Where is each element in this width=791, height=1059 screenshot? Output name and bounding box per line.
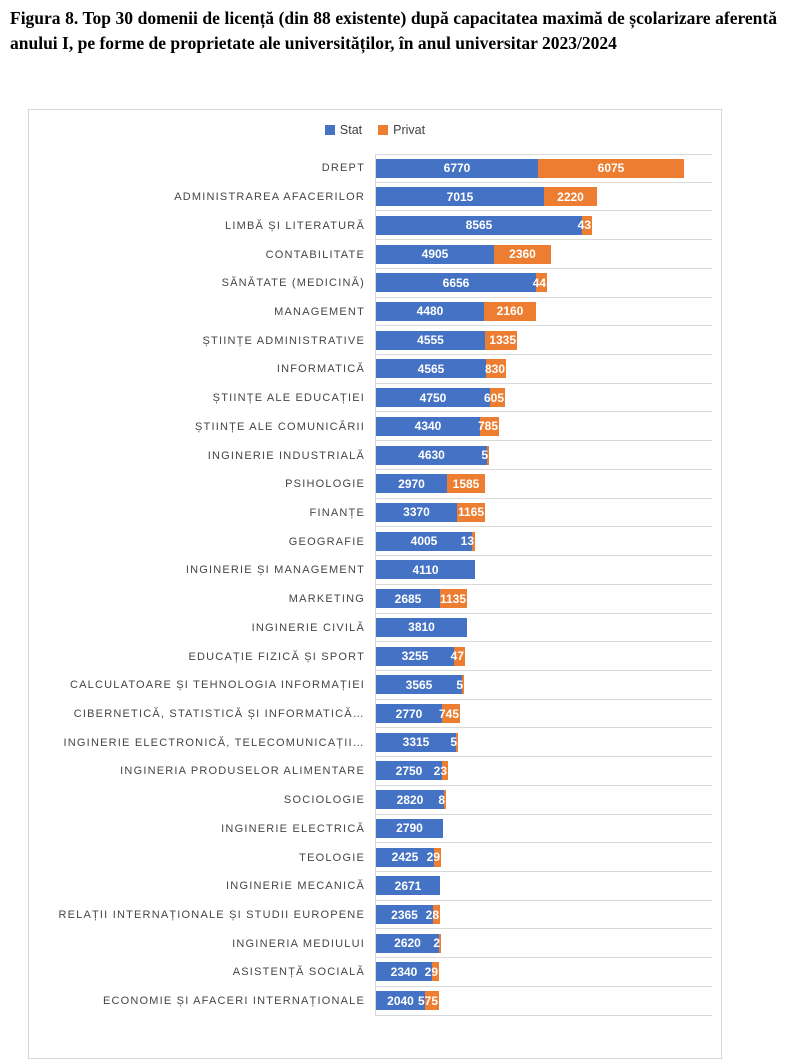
category-label: PSIHOLOGIE [285, 478, 365, 491]
row-plot [375, 757, 712, 786]
bar-segment-stat [376, 819, 443, 838]
value-label-stat: 2820 [396, 792, 424, 807]
bar-segment-privat [532, 273, 547, 292]
bar-segment-stat [376, 962, 432, 981]
category-label: MANAGEMENT [274, 305, 365, 318]
chart-row [29, 499, 721, 528]
stacked-bar [376, 245, 551, 264]
legend-swatch-stat [325, 125, 335, 135]
row-plot [375, 269, 712, 298]
bar-segment-stat [376, 647, 454, 666]
row-plot [375, 470, 712, 499]
bar-segment-stat [376, 302, 484, 321]
bar-segment-stat [376, 675, 462, 694]
chart-legend [29, 123, 721, 137]
category-label: ADMINISTRAREA AFACERILOR [174, 191, 365, 204]
stacked-bar [376, 790, 446, 809]
chart-row [29, 183, 721, 212]
bar-segment-stat [376, 273, 536, 292]
bar-segment-privat [486, 359, 506, 378]
bar-segment-privat [433, 761, 448, 780]
bar-segment-stat [376, 417, 480, 436]
value-label-privat: 29 [426, 850, 440, 865]
chart-row [29, 269, 721, 298]
bar-segment-stat [376, 245, 494, 264]
category-label: DREPT [321, 162, 365, 175]
chart-row [29, 872, 721, 901]
bar-segment-stat [376, 905, 433, 924]
category-label: LIMBĂ ȘI LITERATURĂ [225, 219, 365, 232]
legend-label-stat: Stat [339, 123, 363, 137]
stacked-bar [376, 216, 592, 235]
row-plot [375, 843, 712, 872]
value-label-privat: 1135 [439, 591, 466, 606]
chart-row [29, 298, 721, 327]
category-label: SOCIOLOGIE [283, 794, 365, 807]
value-label-privat: 5 [481, 448, 488, 463]
value-label-stat: 4340 [414, 419, 442, 434]
value-label-stat: 2970 [398, 476, 425, 491]
bar-segment-privat [456, 675, 464, 694]
bar-segment-privat [438, 790, 446, 809]
bar-segment-stat [376, 618, 467, 637]
stacked-bar [376, 359, 506, 378]
value-label-stat: 2365 [391, 907, 418, 922]
category-label: ȘTIINȚE ALE COMUNICĂRII [194, 420, 365, 433]
legend-item-stat [325, 123, 362, 137]
stacked-bar [376, 991, 439, 1010]
value-label-stat: 3370 [403, 505, 430, 520]
stacked-bar [376, 733, 458, 752]
value-label-privat: 2160 [496, 304, 524, 319]
bar-segment-privat [457, 503, 485, 522]
value-label-stat: 4110 [412, 562, 439, 577]
bar-segment-privat [544, 187, 597, 206]
value-label-stat: 4480 [416, 304, 444, 319]
row-plot [375, 154, 712, 183]
chart-row [29, 700, 721, 729]
chart-row [29, 642, 721, 671]
row-plot [375, 527, 712, 556]
chart-row [29, 901, 721, 930]
chart-row [29, 556, 721, 585]
bar-chart [29, 154, 721, 1016]
bar-segment-stat [376, 216, 582, 235]
bar-segment-stat [376, 560, 475, 579]
bar-segment-privat [484, 302, 536, 321]
value-label-stat: 4750 [419, 390, 447, 405]
value-label-stat: 3565 [405, 677, 433, 692]
value-label-stat: 3315 [402, 735, 430, 750]
category-label: FINANȚE [309, 506, 365, 519]
stacked-bar [376, 159, 684, 178]
bar-segment-stat [376, 848, 434, 867]
category-label: ȘTIINȚE ALE EDUCAȚIEI [212, 392, 365, 405]
stacked-bar [376, 331, 517, 350]
category-label: CONTABILITATE [265, 248, 365, 261]
bar-segment-privat [447, 474, 485, 493]
stacked-bar [376, 446, 489, 465]
chart-row [29, 355, 721, 384]
value-label-stat: 2620 [394, 936, 421, 951]
category-label: ȘTIINȚE ADMINISTRATIVE [202, 334, 365, 347]
chart-row [29, 728, 721, 757]
chart-row [29, 412, 721, 441]
bar-segment-privat [440, 589, 467, 608]
value-label-stat: 2671 [394, 878, 422, 893]
value-label-privat: 575 [417, 993, 438, 1008]
row-plot [375, 326, 712, 355]
value-label-privat: 5 [456, 677, 463, 692]
bar-segment-privat [538, 159, 684, 178]
row-plot [375, 728, 712, 757]
category-label: INGINERIE CIVILĂ [251, 621, 365, 634]
category-label: MARKETING [288, 593, 365, 606]
chart-row [29, 384, 721, 413]
legend-label-privat: Privat [393, 123, 426, 137]
row-plot [375, 872, 712, 901]
bar-segment-privat [483, 388, 505, 407]
value-label-stat: 8565 [465, 218, 493, 233]
bar-segment-stat [376, 474, 447, 493]
chart-row [29, 815, 721, 844]
bar-segment-stat [376, 359, 486, 378]
row-plot [375, 211, 712, 240]
row-plot [375, 958, 712, 987]
row-plot [375, 499, 712, 528]
category-label: INGINERIE ELECTRICĂ [221, 822, 365, 835]
bar-segment-stat [376, 503, 457, 522]
legend-swatch-privat [378, 125, 388, 135]
category-label: GEOGRAFIE [288, 535, 365, 548]
row-plot [375, 240, 712, 269]
row-plot [375, 786, 712, 815]
value-label-stat: 4555 [417, 333, 444, 348]
value-label-privat: 2360 [509, 247, 536, 262]
bar-segment-privat [460, 532, 475, 551]
chart-row [29, 585, 721, 614]
stacked-bar [376, 187, 597, 206]
bar-segment-privat [425, 905, 440, 924]
chart-row [29, 987, 721, 1016]
chart-row [29, 786, 721, 815]
stacked-bar [376, 503, 485, 522]
value-label-privat: 2220 [557, 189, 584, 204]
value-label-stat: 3255 [401, 649, 429, 664]
bar-segment-stat [376, 704, 442, 723]
stacked-bar [376, 647, 465, 666]
bar-segment-stat [376, 589, 440, 608]
bar-segment-stat [376, 388, 490, 407]
value-label-privat: 29 [424, 964, 438, 979]
row-plot [375, 614, 712, 643]
figure-title: Figura 8. Top 30 domenii de licență (din 88 existente) după capacitatea maximă de școlarizare aferentă anului I, pe forme de proprietate ale universităților, în anul universitar 2023/2024 [10, 8, 777, 53]
bar-segment-stat [376, 532, 472, 551]
value-label-stat: 7015 [446, 189, 474, 204]
value-label-privat: 5 [450, 735, 457, 750]
value-label-stat: 2790 [396, 821, 423, 836]
row-plot [375, 355, 712, 384]
value-label-privat: 43 [577, 218, 591, 233]
value-label-privat: 2 [433, 936, 440, 951]
value-label-privat: 8 [438, 792, 445, 807]
bar-segment-privat [426, 848, 441, 867]
bar-segment-privat [494, 245, 551, 264]
value-label-privat: 830 [484, 361, 505, 376]
row-plot [375, 441, 712, 470]
value-label-stat: 6770 [443, 161, 471, 176]
chart-container [28, 109, 722, 1059]
row-plot [375, 412, 712, 441]
chart-row [29, 326, 721, 355]
value-label-privat: 1165 [457, 505, 484, 520]
category-label: INGINERIE ELECTRONICĂ, TELECOMUNICAȚII… [63, 736, 365, 749]
row-plot [375, 987, 712, 1016]
category-label: CALCULATOARE ȘI TEHNOLOGIA INFORMAȚIEI [70, 679, 365, 692]
bar-segment-privat [424, 962, 439, 981]
bar-segment-stat [376, 187, 544, 206]
row-plot [375, 815, 712, 844]
bar-segment-stat [376, 761, 442, 780]
value-label-privat: 785 [477, 419, 498, 434]
value-label-privat: 605 [483, 390, 504, 405]
bar-segment-privat [485, 331, 517, 350]
chart-row [29, 614, 721, 643]
bar-segment-privat [450, 733, 458, 752]
stacked-bar [376, 388, 505, 407]
chart-row [29, 441, 721, 470]
bar-segment-privat [577, 216, 592, 235]
category-label: EDUCAȚIE FIZICĂ ȘI SPORT [188, 650, 365, 663]
bar-segment-stat [376, 159, 538, 178]
category-label: INFORMATICĂ [276, 363, 365, 376]
bar-segment-privat [477, 417, 499, 436]
value-label-privat: 44 [532, 275, 546, 290]
category-label: SĂNĂTATE (MEDICINĂ) [221, 277, 365, 290]
stacked-bar [376, 417, 499, 436]
stacked-bar [376, 934, 441, 953]
row-plot [375, 901, 712, 930]
stacked-bar [376, 532, 475, 551]
stacked-bar [376, 273, 547, 292]
chart-row [29, 211, 721, 240]
value-label-privat: 1335 [489, 333, 516, 348]
stacked-bar [376, 848, 441, 867]
stacked-bar [376, 618, 467, 637]
value-label-stat: 4905 [421, 247, 449, 262]
bar-segment-privat [481, 446, 489, 465]
bar-segment-privat [438, 704, 460, 723]
row-plot [375, 929, 712, 958]
value-label-privat: 28 [425, 907, 439, 922]
bar-segment-stat [376, 446, 487, 465]
row-plot [375, 183, 712, 212]
stacked-bar [376, 704, 460, 723]
row-plot [375, 384, 712, 413]
bar-segment-stat [376, 733, 456, 752]
chart-row [29, 240, 721, 269]
value-label-stat: 2040 [387, 993, 414, 1008]
stacked-bar [376, 962, 439, 981]
row-plot [375, 671, 712, 700]
value-label-privat: 47 [450, 649, 464, 664]
category-label: TEOLOGIE [299, 851, 365, 864]
chart-row [29, 470, 721, 499]
row-plot [375, 298, 712, 327]
value-label-stat: 4630 [418, 448, 445, 463]
chart-row [29, 929, 721, 958]
value-label-stat: 2340 [390, 964, 418, 979]
bar-segment-privat [433, 934, 441, 953]
bar-segment-privat [417, 991, 439, 1010]
stacked-bar [376, 819, 443, 838]
value-label-stat: 6656 [442, 275, 470, 290]
row-plot [375, 700, 712, 729]
bar-segment-stat [376, 934, 439, 953]
legend-item-privat [378, 123, 425, 137]
stacked-bar [376, 474, 485, 493]
value-label-privat: 1585 [452, 476, 480, 491]
chart-row [29, 843, 721, 872]
value-label-privat: 745 [438, 706, 459, 721]
bar-segment-stat [376, 790, 444, 809]
chart-row [29, 527, 721, 556]
value-label-stat: 2425 [391, 850, 419, 865]
value-label-stat: 2750 [395, 763, 423, 778]
row-plot [375, 556, 712, 585]
value-label-stat: 2685 [394, 591, 422, 606]
bar-segment-privat [450, 647, 465, 666]
category-label: INGINERIE ȘI MANAGEMENT [185, 564, 365, 577]
value-label-stat: 2770 [395, 706, 423, 721]
chart-row [29, 757, 721, 786]
chart-row [29, 958, 721, 987]
category-label: INGINERIA MEDIULUI [232, 937, 365, 950]
stacked-bar [376, 302, 536, 321]
value-label-privat: 23 [433, 763, 447, 778]
value-label-stat: 3810 [408, 620, 435, 635]
stacked-bar [376, 560, 475, 579]
value-label-privat: 13 [460, 534, 474, 549]
category-label: RELAȚII INTERNAȚIONALE ȘI STUDII EUROPENE [58, 909, 365, 922]
stacked-bar [376, 761, 448, 780]
bar-segment-stat [376, 876, 440, 895]
stacked-bar [376, 876, 440, 895]
category-label: INGINERIA PRODUSELOR ALIMENTARE [120, 765, 365, 778]
category-label: ASISTENȚĂ SOCIALĂ [232, 966, 365, 979]
category-label: INGINERIE MECANICĂ [226, 880, 365, 893]
row-plot [375, 642, 712, 671]
value-label-stat: 4005 [410, 534, 438, 549]
value-label-privat: 6075 [597, 161, 625, 176]
stacked-bar [376, 589, 467, 608]
category-label: ECONOMIE ȘI AFACERI INTERNAȚIONALE [102, 995, 365, 1008]
category-label: CIBERNETICĂ, STATISTICĂ ȘI INFORMATICĂ… [73, 708, 365, 721]
row-plot [375, 585, 712, 614]
stacked-bar [376, 675, 464, 694]
category-label: INGINERIE INDUSTRIALĂ [207, 449, 365, 462]
chart-row [29, 671, 721, 700]
value-label-stat: 4565 [417, 361, 445, 376]
stacked-bar [376, 905, 440, 924]
bar-segment-stat [376, 331, 485, 350]
chart-row [29, 154, 721, 183]
